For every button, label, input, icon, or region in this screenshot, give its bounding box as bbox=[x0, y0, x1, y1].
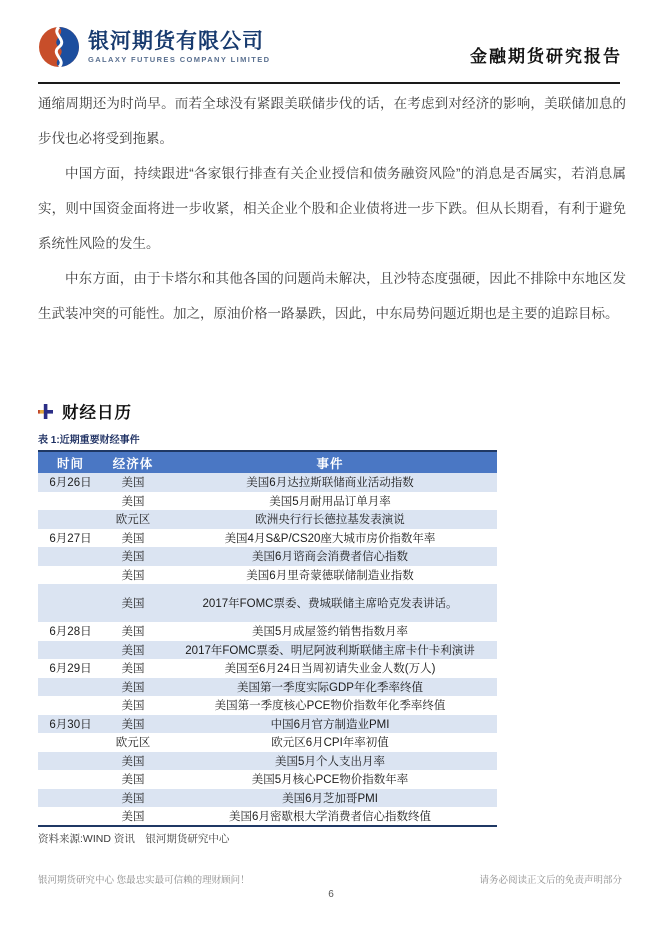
date-cell bbox=[38, 510, 103, 529]
table-row bbox=[38, 807, 497, 826]
col-header-event: 事件 bbox=[163, 451, 497, 473]
events-table-wrap bbox=[38, 450, 497, 827]
event-cell: 美国5月核心PCE物价指数年率 bbox=[251, 774, 409, 787]
table-row bbox=[38, 584, 497, 622]
economy-cell: 美国 bbox=[121, 598, 145, 610]
date-cell bbox=[38, 807, 103, 826]
table-row bbox=[38, 566, 497, 585]
event-cell: 美国4月S&P/CS20座大城市房价指数年率 bbox=[224, 532, 436, 545]
economy-cell: 美国 bbox=[121, 792, 145, 805]
date-cell bbox=[38, 752, 103, 771]
header-divider bbox=[38, 82, 620, 84]
table-row bbox=[38, 641, 497, 660]
economy-cell: 美国 bbox=[121, 644, 145, 657]
economy-cell: 美国 bbox=[121, 810, 145, 823]
event-cell: 欧洲央行行长德拉基发表演说 bbox=[255, 514, 405, 527]
col-header-time: 时间 bbox=[38, 451, 103, 473]
economy-cell: 美国 bbox=[121, 495, 145, 508]
company-name-en: GALAXY FUTURES COMPANY LIMITED bbox=[88, 54, 271, 64]
date-cell bbox=[38, 566, 103, 585]
economy-cell: 美国 bbox=[121, 569, 145, 582]
paragraph: 通缩周期还为时尚早。而若全球没有紧跟美联储步伐的话，在考虑到对经济的影响，美联储加息的步伐也必将受到拖累。 bbox=[38, 96, 626, 146]
economy-cell: 美国 bbox=[121, 626, 145, 639]
table-row bbox=[38, 529, 497, 548]
date-cell bbox=[38, 492, 103, 511]
economy-cell: 美国 bbox=[121, 551, 145, 564]
economy-cell: 美国 bbox=[121, 700, 145, 713]
date-cell bbox=[38, 584, 103, 622]
economy-cell: 欧元区 bbox=[115, 514, 151, 527]
page-number: 6 bbox=[328, 889, 334, 900]
table-row bbox=[38, 789, 497, 808]
event-cell: 美国6月达拉斯联储商业活动指数 bbox=[246, 477, 414, 490]
date-cell bbox=[38, 678, 103, 697]
date-cell: 6月29日 bbox=[49, 663, 92, 676]
page-footer bbox=[38, 872, 622, 886]
col-header-economy: 经济体 bbox=[103, 451, 163, 473]
date-cell bbox=[38, 770, 103, 789]
plus-cross-icon bbox=[38, 404, 53, 419]
table-row bbox=[38, 770, 497, 789]
event-cell: 美国5月个人支出月率 bbox=[275, 755, 385, 768]
economy-cell: 美国 bbox=[121, 774, 145, 787]
event-cell: 美国6月密歇根大学消费者信心指数终值 bbox=[229, 810, 431, 823]
table-row bbox=[38, 622, 497, 641]
table-row bbox=[38, 752, 497, 771]
table-body bbox=[38, 473, 497, 826]
source-note: 资料来源:WIND 资讯 银河期货研究中心 bbox=[38, 833, 230, 845]
date-cell bbox=[38, 789, 103, 808]
economy-cell: 美国 bbox=[121, 532, 145, 545]
table-row bbox=[38, 696, 497, 715]
table-row bbox=[38, 473, 497, 492]
event-cell: 美国5月耐用品订单月率 bbox=[269, 495, 391, 508]
economy-cell: 美国 bbox=[121, 718, 145, 731]
date-cell: 6月27日 bbox=[49, 532, 92, 545]
event-cell: 2017年FOMC票委、费城联储主席哈克发表讲话。 bbox=[202, 598, 458, 610]
event-cell: 美国第一季度实际GDP年化季率终值 bbox=[237, 681, 423, 694]
table-row bbox=[38, 659, 497, 678]
event-cell: 美国6月谘商会消费者信心指数 bbox=[252, 551, 408, 564]
table-caption: 表 1:近期重要财经事件 bbox=[38, 435, 140, 446]
table-row bbox=[38, 715, 497, 734]
paragraph: 中国方面，持续跟进“各家银行排查有关企业授信和债务融资风险”的消息是否属实，若消息属实，则中国资金面将进一步收紧，相关企业个股和企业债将进一步下跌。但从长期看，有利于避免系统性风险的发生。 bbox=[38, 166, 626, 251]
table-row bbox=[38, 492, 497, 511]
table-header-row bbox=[38, 451, 497, 473]
economy-cell: 美国 bbox=[121, 663, 145, 676]
section-heading bbox=[38, 399, 132, 423]
economy-cell: 欧元区 bbox=[115, 737, 151, 750]
table-row bbox=[38, 510, 497, 529]
date-cell: 6月30日 bbox=[49, 718, 92, 731]
date-cell bbox=[38, 641, 103, 660]
economy-cell: 美国 bbox=[121, 755, 145, 768]
table-row bbox=[38, 678, 497, 697]
date-cell bbox=[38, 696, 103, 715]
table-row bbox=[38, 733, 497, 752]
event-cell: 中国6月官方制造业PMI bbox=[270, 718, 390, 731]
events-table bbox=[38, 450, 497, 827]
event-cell: 美国第一季度核心PCE物价指数年化季率终值 bbox=[214, 700, 446, 713]
footer-left-text: 银河期货研究中心 您最忠实最可信赖的理财顾问！ bbox=[38, 875, 250, 886]
report-type-title: 金融期货研究报告 bbox=[470, 46, 622, 66]
brand bbox=[38, 26, 270, 68]
paragraph: 中东方面，由于卡塔尔和其他各国的问题尚未解决，且沙特态度强硬，因此不排除中东地区发生武装冲突的可能性。加之，原油价格一路暴跌，因此，中东局势问题近期也是主要的追踪目标。 bbox=[38, 271, 626, 321]
date-cell bbox=[38, 733, 103, 752]
event-cell: 美国6月芝加哥PMI bbox=[282, 792, 378, 805]
report-header bbox=[38, 26, 622, 68]
body-text bbox=[38, 86, 626, 331]
date-cell bbox=[38, 547, 103, 566]
date-cell: 6月26日 bbox=[49, 477, 92, 490]
galaxy-logo-icon bbox=[38, 26, 80, 68]
section-title: 财经日历 bbox=[62, 404, 132, 422]
event-cell: 美国5月成屋签约销售指数月率 bbox=[252, 626, 408, 639]
event-cell: 欧元区6月CPI年率初值 bbox=[271, 737, 389, 750]
economy-cell: 美国 bbox=[121, 477, 145, 490]
event-cell: 美国至6月24日当周初请失业金人数(万人) bbox=[224, 663, 436, 676]
company-name: 银河期货有限公司 bbox=[88, 29, 264, 53]
footer-right-text: 请务必阅读正文后的免责声明部分 bbox=[479, 875, 622, 886]
date-cell: 6月28日 bbox=[49, 626, 92, 639]
economy-cell: 美国 bbox=[121, 681, 145, 694]
event-cell: 2017年FOMC票委、明尼阿波利斯联储主席卡什卡利演讲 bbox=[185, 644, 475, 657]
table-row bbox=[38, 547, 497, 566]
event-cell: 美国6月里奇蒙德联储制造业指数 bbox=[246, 569, 414, 582]
brand-text bbox=[88, 31, 270, 64]
